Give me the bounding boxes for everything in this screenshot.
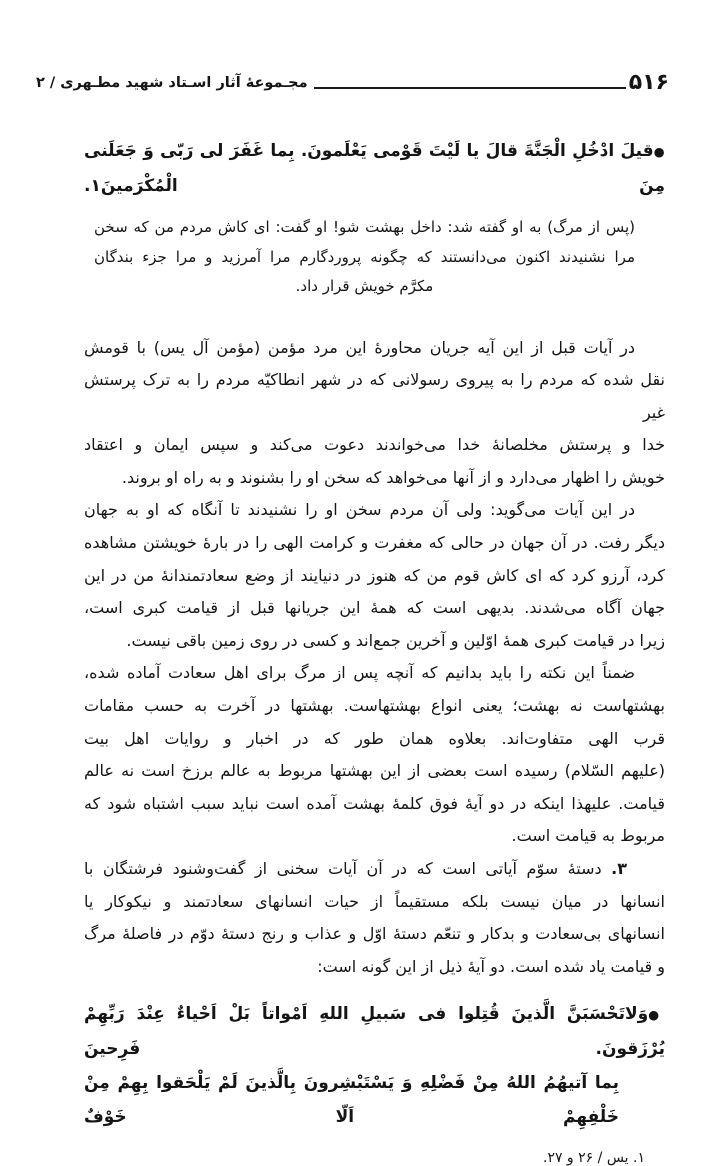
translation-line: (پس از مرگ) به او گفته شد: داخل بهشت شو! او گفت: ای کاش مردم من که سخن (94, 218, 635, 236)
text-line: قرب الهی متفاوت‌اند. بعلاوه همان طور که در اخبار و روایات اهل بیت (84, 728, 665, 748)
text-line: مربوط به قیامت است. (511, 826, 665, 846)
bullet-icon: ● (653, 144, 665, 159)
text-line: (علیهم السّلام) رسیده است بعضی از این بهشتها مربوط به عالم برزخ است نه عالم (84, 761, 665, 781)
header-rule-divider (314, 87, 626, 89)
verse-line (84, 997, 665, 1066)
book-title: مجـموعهٔ آثار اسـتاد شهید مطـهری / ۲ (36, 75, 308, 91)
text-column (84, 122, 665, 1166)
body-text (84, 332, 665, 984)
text-line: در آیات قبل از این آیه جریان محاورهٔ این مرد مؤمن (مؤمن آل یس) با قومش (84, 337, 635, 357)
verse-text: وَلاتَحْسَبَنَّ الَّذینَ قُتِلوا فی سَبیلِ اللهِ اَمْواتاً بَلْ اَحْیاءٌ عِنْدَ رَبِّهِمْ یُرْزَقونَ. فَرِحینَ (84, 1004, 665, 1060)
text-line: ضمناً این نکته را باید بدانیم که آنچه پس از مرگ برای اهل سعادت آماده شده، (84, 663, 635, 683)
text-line: کرد، آرزو کرد که ای کاش قوم من که هنوز در دنیایند از وضع سعادتمندانهٔ من در این (84, 565, 665, 585)
text-line: زیرا در قیامت کبری همهٔ اوّلین و آخرین جمع‌اند و کسی در روی زمین باقی نیست. (126, 630, 665, 650)
text-line: در این آیات می‌گوید: ولی آن مردم سخن او را نشنیدند تا آنگاه که او به جهان (84, 500, 635, 520)
text-line-part: دستهٔ سوّم آیاتی است که در آن آیات سخنی از گفت‌وشنود فرشتگان با (84, 859, 602, 878)
text-line: خدا و پرستش مخلصانهٔ خدا می‌خواندند دعوت می‌کند و سپس ایمان و اعتقاد (84, 435, 665, 455)
text-line: انسانهای بی‌سعادت و بدکار و تنعّم دستهٔ اوّل و عذاب و رنج دستهٔ دوّم در فاصلهٔ مرگ (84, 924, 665, 944)
verse-translation (94, 213, 635, 302)
translation-line: مرا نشنیدند اکنون می‌دانستند که چگونه پروردگارم مرا آمرزید و مرا جزء بندگان (94, 247, 635, 266)
quran-verse-1 (84, 134, 665, 203)
bullet-icon: ● (648, 1007, 665, 1023)
text-line: نقل شده که مردم را به پیروی رسولانی که در شهر انطاکیّه مردم را به ترک پرستش غیر (84, 370, 665, 422)
list-number: ۳. (611, 859, 627, 878)
paragraph-4 (84, 853, 665, 983)
text-line: جهان آگاه می‌شدند. بدیهی است که همهٔ این جریانها قبل از قیامت کبری است، (84, 598, 665, 618)
text-line: و قیامت یاد شده است. دو آیهٔ ذیل از این گونه است: (317, 956, 665, 976)
footnote: ۱. یس / ۲۶ و ۲۷. (542, 1150, 645, 1166)
paragraph-1 (84, 332, 665, 495)
translation-line: مکرَّم خویش قرار داد. (295, 277, 434, 295)
text-line: خویش را اظهار می‌دارد و از آنها می‌خواهد که سخن او را بشنوند و به راه او بروند. (121, 467, 665, 487)
text-line: دیگر رفت. در آن جهان در حالی که مغفرت و کرامت الهی را در بارهٔ خویشتن مشاهده (84, 533, 665, 553)
paragraph-3 (84, 657, 665, 853)
running-head (36, 72, 669, 94)
page-number: ۵۱۶ (628, 70, 669, 95)
text-line: قیامت. علیهذا اینکه در دو آیهٔ فوق کلمهٔ بهشت آمده است نباید سبب اشتباه شود که (84, 793, 665, 813)
text-line (84, 853, 665, 886)
verse-line: بِما آتیهُمُ اللهُ مِنْ فَضْلِهِ وَ یَسْتَبْشِرونَ بِالَّذینَ لَمْ یَلْحَقوا بِهِمْ مِنْ خَلْفِهِمْ اَلّا خَوْفٌ (84, 1073, 619, 1128)
text-line: انسانها در میان نیست بلکه مستقیماً از حیات انسانهای سعادتمند و نیکوکار یا (84, 891, 665, 911)
paragraph-2 (84, 494, 665, 657)
verse-text: قیلَ ادْخُلِ الْجَنَّةَ قالَ یا لَیْتَ قَوْمی یَعْلَمونَ. بِما غَفَرَ لی رَبّی وَ جَعَلَنی مِنَ الْمُکْرَمینَ۱. (84, 141, 665, 196)
text-line: بهشتهاست نه بهشت؛ یعنی انواع بهشتهاست. بهشتها در آخرت به حسب مقامات (84, 696, 665, 716)
